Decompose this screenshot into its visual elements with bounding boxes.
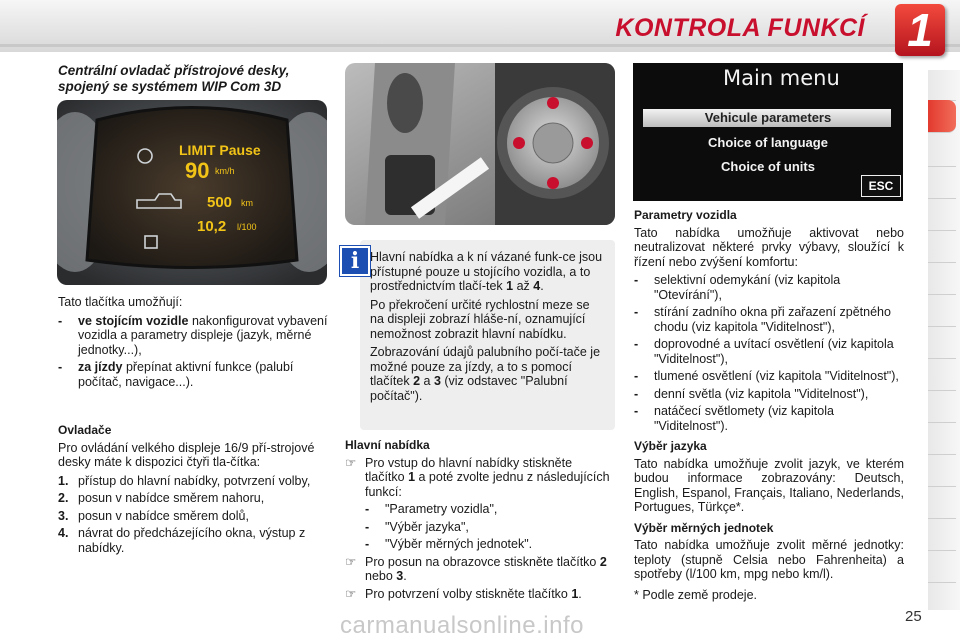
list-item: ☞ Pro potvrzení volby stiskněte tlačítko 1.	[345, 586, 582, 601]
steering-wheel-controls-illustration	[345, 63, 615, 225]
main-menu-steps	[345, 555, 615, 602]
controls-heading: Ovladače	[58, 423, 112, 437]
list-item: - "Výběr jazyka",	[365, 519, 469, 534]
function-list	[365, 502, 615, 552]
list-item: - ve stojícím vozidle nakonfigurovat vybavení vozidla a parametry displeje (jazyk, měrné jednotky...),	[58, 313, 328, 357]
chapter-tab	[928, 166, 956, 199]
units-heading: Výběr měrných jednotek	[634, 520, 774, 535]
chapter-tab	[928, 68, 956, 101]
menu-item-vehicle-parameters[interactable]: Vehicule parameters	[704, 110, 832, 125]
main-menu-screen	[633, 63, 903, 201]
language-heading: Výběr jazyka	[634, 439, 707, 453]
list-item: 2. posun v nabídce směrem nahoru,	[58, 491, 265, 505]
units-text: Tato nabídka umožňuje zvolit měrné jednotky: teploty (stupně Celsia nebo Fahrenheita) a spotřeby (l/100 km, mpg nebo km/l).	[634, 538, 904, 581]
chapter-tab	[928, 326, 956, 359]
chapter-tab	[928, 230, 956, 263]
vehicle-params-list	[634, 273, 904, 433]
menu-item-language[interactable]: Choice of language	[708, 135, 828, 150]
info-paragraph: Po překročení určité rychlostní meze se na displeji zobrazí hláše-ní, oznamující nemožnost zobrazit hlavní nabídku.	[370, 297, 590, 341]
header-rule	[0, 44, 960, 47]
chapter-tab	[928, 422, 956, 455]
chapter-tab	[928, 294, 956, 327]
list-item: - tlumené osvětlení (viz kapitola "Viditelnost"),	[634, 369, 899, 383]
list-item: - za jízdy přepínat aktivní funkce (palubí počítač, navigace...).	[58, 360, 294, 389]
menu-title: Main menu	[723, 66, 840, 90]
chapter-tab-active	[928, 100, 956, 133]
watermark: carmanualsonline.info	[340, 612, 584, 639]
vehicle-params-intro: Tato nabídka umožňuje aktivovat nebo neutralizovat některé prvky výbavy, sloužící k řízení nebo zvýšení komfortu:	[634, 225, 904, 269]
consumption-unit: l/100	[237, 222, 257, 232]
vehicle-params-heading: Parametry vozidla	[634, 208, 737, 222]
list-item: ☞ Pro vstup do hlavní nabídky stiskněte tlačítko 1 a poté zvolte jednu z následujících funkcí:	[345, 455, 610, 499]
steering-wheel-controls-photo	[345, 63, 615, 225]
page-number: 25	[905, 608, 922, 625]
intro-text: Tato tlačítka umožňují:	[58, 295, 183, 309]
section-title: Centrální ovladač přístrojové desky, spojený se systémem WIP Com 3D	[58, 63, 290, 94]
list-item: - selektivní odemykání (viz kapitola "Otevírání"),	[634, 273, 841, 302]
speed-unit: km/h	[215, 166, 235, 176]
left-intro-block	[58, 295, 328, 392]
chapter-tab	[928, 454, 956, 487]
hand-pointer-icon: ☞	[345, 554, 357, 569]
chapter-number-badge: 1	[895, 4, 945, 56]
controls-block	[58, 423, 328, 558]
esc-button[interactable]: ESC	[861, 175, 901, 197]
list-item: - stírání zadního okna při zařazení zpětného chodu (viz kapitola "Viditelnost"),	[634, 305, 891, 334]
main-menu-block	[345, 438, 615, 604]
main-menu-steps	[345, 456, 615, 500]
list-item: 4. návrat do předcházejícího okna, výstup z nabídky.	[58, 526, 306, 555]
chapter-tab	[928, 358, 956, 391]
footnote: * Podle země prodeje.	[634, 587, 757, 602]
list-item: - doprovodné a uvítací osvětlení (viz kapitola "Viditelnost"),	[634, 337, 894, 366]
instrument-cluster-photo	[57, 100, 327, 285]
list-item: - "Parametry vozidla",	[365, 502, 498, 516]
instrument-cluster-illustration	[57, 100, 327, 285]
controls-intro: Pro ovládání velkého displeje 16/9 pří-strojové desky máte k dispozici čtyři tla-čítka:	[58, 440, 315, 469]
info-paragraph: Zobrazování údajů palubního počí-tače je možné pouze za jízdy, a to s pomocí tlačítek 2 a 3 (viz odstavec "Palubní počítač").	[370, 345, 601, 403]
hand-pointer-icon: ☞	[345, 586, 357, 601]
list-item: - denní světla (viz kapitola "Viditelnost"),	[634, 386, 869, 401]
right-text-block	[634, 208, 904, 606]
language-text: Tato nabídka umožňuje zvolit jazyk, ve kterém budou informace zobrazovány: Deutsch, English, Espanol, Français, Italiano, Nederlands, Portugues, Türkçe*.	[634, 456, 904, 514]
chapter-tab	[928, 134, 956, 167]
chapter-tab	[928, 262, 956, 295]
list-item: - natáčecí světlomety (viz kapitola "Viditelnost").	[634, 404, 834, 433]
range-unit: km	[241, 198, 253, 208]
info-icon: i	[340, 246, 370, 276]
range-value: 500	[207, 194, 233, 211]
chapter-tab	[928, 550, 956, 583]
list-item: 3. posun v nabídce směrem dolů,	[58, 508, 249, 523]
cruise-limit-status: LIMIT Pause	[179, 142, 261, 158]
list-item: 1. přístup do hlavní nabídky, potvrzení volby,	[58, 473, 311, 488]
hand-pointer-icon: ☞	[345, 455, 357, 470]
menu-item-units[interactable]: Choice of units	[721, 159, 815, 174]
speed-value: 90	[185, 158, 210, 183]
chapter-tab	[928, 198, 956, 231]
usage-list	[58, 314, 328, 390]
consumption-value: 10,2	[197, 218, 227, 235]
info-paragraph: Hlavní nabídka a k ní vázané funk-ce jsou přístupné pouze u stojícího vozidla, a to prostřednictvím tlačí-tek 1 až 4.	[370, 250, 603, 293]
chapter-tab	[928, 390, 956, 423]
chapter-tab	[928, 486, 956, 519]
main-menu-heading: Hlavní nabídka	[345, 438, 430, 452]
list-item: ☞ Pro posun na obrazovce stiskněte tlačítko 2 nebo 3.	[345, 554, 607, 583]
list-item: - "Výběr měrných jednotek".	[365, 537, 533, 551]
chapter-title: KONTROLA FUNKCÍ	[615, 14, 865, 42]
info-note-box	[360, 240, 615, 430]
chapter-tab	[928, 518, 956, 551]
controls-list	[58, 474, 328, 556]
